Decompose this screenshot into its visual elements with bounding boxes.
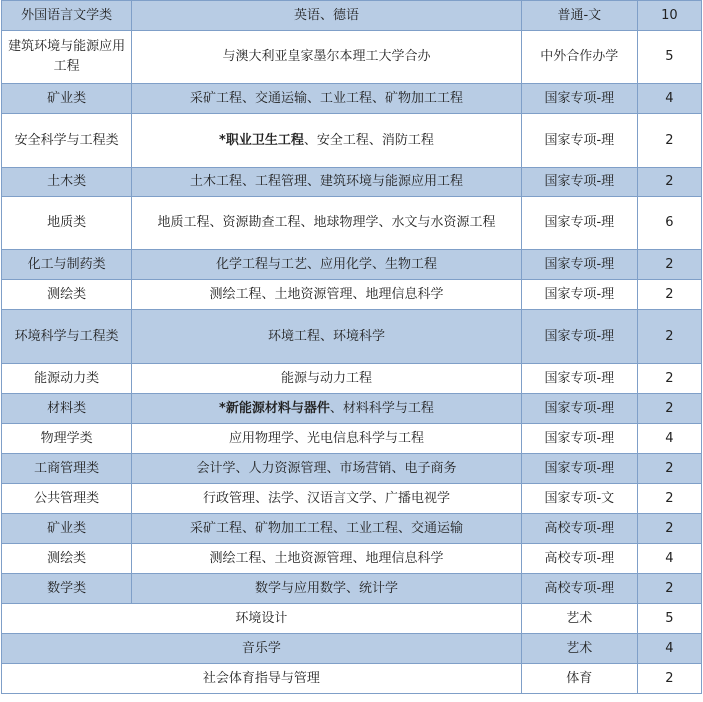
category-cell: 土木类	[2, 168, 132, 197]
majors-cell	[132, 31, 522, 84]
majors-text: 采矿工程、矿物加工工程、工业工程、交通运输	[189, 520, 463, 536]
category-cell: 化工与制药类	[2, 250, 132, 280]
majors-text: 地质工程、资源勘查工程、地球物理学、水文与水资源工程	[157, 215, 496, 230]
admission-type-cell: 国家专项-理	[521, 197, 637, 250]
quota-count-cell: 2	[637, 664, 701, 694]
quota-count-cell: 2	[637, 514, 701, 544]
category-cell: 安全科学与工程类	[2, 114, 132, 168]
table-row	[2, 454, 702, 484]
table-row	[2, 250, 702, 280]
quota-count-cell: 5	[637, 31, 701, 84]
table-row	[2, 197, 702, 250]
table-row	[2, 1, 702, 31]
majors-cell	[132, 168, 522, 197]
table-body	[2, 1, 702, 694]
admission-type-cell: 国家专项-理	[521, 114, 637, 168]
table-row	[2, 574, 702, 604]
quota-count-cell: 2	[637, 310, 701, 364]
table-row	[2, 544, 702, 574]
admissions-table	[1, 0, 702, 694]
highlighted-major: *新能源材料与器件	[219, 400, 330, 416]
category-cell: 矿业类	[2, 514, 132, 544]
majors-cell	[132, 394, 522, 424]
table-row	[2, 394, 702, 424]
majors-cell	[2, 664, 522, 694]
admission-type-cell: 高校专项-理	[521, 544, 637, 574]
majors-text: 化学工程与工艺、应用化学、生物工程	[215, 256, 437, 272]
highlighted-major: *职业卫生工程	[219, 132, 304, 148]
table-row	[2, 168, 702, 197]
table-row	[2, 31, 702, 84]
category-cell: 物理学类	[2, 424, 132, 454]
majors-cell	[132, 484, 522, 514]
majors-text: 音乐学	[241, 640, 281, 656]
quota-count-cell: 4	[637, 634, 701, 664]
quota-count-cell: 2	[637, 280, 701, 310]
majors-text: 能源与动力工程	[280, 370, 372, 386]
majors-text: 测绘工程、土地资源管理、地理信息科学	[209, 286, 444, 302]
majors-cell	[2, 634, 522, 664]
admission-type-cell: 国家专项-文	[521, 484, 637, 514]
quota-count-cell: 10	[637, 1, 701, 31]
admission-type-cell: 国家专项-理	[521, 250, 637, 280]
table-row	[2, 604, 702, 634]
majors-text: 、材料科学与工程	[329, 400, 434, 416]
majors-cell	[132, 574, 522, 604]
majors-text: 会计学、人力资源管理、市场营销、电子商务	[196, 460, 457, 476]
majors-text: 测绘工程、土地资源管理、地理信息科学	[209, 550, 444, 566]
majors-cell	[132, 514, 522, 544]
category-cell: 地质类	[2, 197, 132, 250]
majors-text: 土木工程、工程管理、建筑环境与能源应用工程	[189, 174, 463, 189]
majors-cell	[132, 454, 522, 484]
quota-count-cell: 2	[637, 454, 701, 484]
category-cell: 建筑环境与能源应用工程	[2, 31, 132, 84]
majors-text: 数学与应用数学、统计学	[254, 580, 398, 596]
admission-type-cell: 国家专项-理	[521, 394, 637, 424]
quota-count-cell: 2	[637, 364, 701, 394]
table-row	[2, 114, 702, 168]
table-row	[2, 310, 702, 364]
quota-count-cell: 2	[637, 168, 701, 197]
majors-cell	[132, 197, 522, 250]
table-row	[2, 634, 702, 664]
quota-count-cell: 2	[637, 114, 701, 168]
majors-cell	[132, 250, 522, 280]
majors-cell	[132, 280, 522, 310]
admission-type-cell: 体育	[521, 664, 637, 694]
majors-cell	[2, 604, 522, 634]
admission-type-cell: 普通-文	[521, 1, 637, 31]
quota-count-cell: 5	[637, 604, 701, 634]
majors-text: 社会体育指导与管理	[202, 670, 320, 686]
table-row	[2, 664, 702, 694]
table-row	[2, 424, 702, 454]
category-cell: 测绘类	[2, 280, 132, 310]
quota-count-cell: 2	[637, 574, 701, 604]
quota-count-cell: 2	[637, 484, 701, 514]
admission-type-cell: 国家专项-理	[521, 364, 637, 394]
table-row	[2, 514, 702, 544]
admission-type-cell: 国家专项-理	[521, 168, 637, 197]
majors-cell	[132, 424, 522, 454]
majors-text: 采矿工程、交通运输、工业工程、矿物加工工程	[189, 90, 463, 106]
admission-type-cell: 国家专项-理	[521, 424, 637, 454]
majors-text: 环境工程、环境科学	[267, 328, 385, 344]
majors-cell	[132, 1, 522, 31]
admission-type-cell: 国家专项-理	[521, 310, 637, 364]
majors-text: 与澳大利亚皇家墨尔本理工大学合办	[222, 49, 431, 64]
table-row	[2, 84, 702, 114]
quota-count-cell: 6	[637, 197, 701, 250]
admission-type-cell: 艺术	[521, 634, 637, 664]
majors-cell	[132, 114, 522, 168]
quota-count-cell: 4	[637, 544, 701, 574]
admission-type-cell: 中外合作办学	[521, 31, 637, 84]
category-cell: 材料类	[2, 394, 132, 424]
majors-cell	[132, 364, 522, 394]
admission-type-cell: 国家专项-理	[521, 454, 637, 484]
admission-type-cell: 高校专项-理	[521, 514, 637, 544]
admission-type-cell: 高校专项-理	[521, 574, 637, 604]
category-cell: 矿业类	[2, 84, 132, 114]
quota-count-cell: 4	[637, 424, 701, 454]
majors-cell	[132, 84, 522, 114]
majors-text: 行政管理、法学、汉语言文学、广播电视学	[202, 490, 450, 506]
table-row	[2, 484, 702, 514]
quota-count-cell: 2	[637, 394, 701, 424]
admission-type-cell: 国家专项-理	[521, 84, 637, 114]
admission-type-cell: 艺术	[521, 604, 637, 634]
category-cell: 能源动力类	[2, 364, 132, 394]
quota-count-cell: 4	[637, 84, 701, 114]
category-cell: 环境科学与工程类	[2, 310, 132, 364]
majors-text: 应用物理学、光电信息科学与工程	[228, 430, 424, 446]
quota-count-cell: 2	[637, 250, 701, 280]
admission-type-cell: 国家专项-理	[521, 280, 637, 310]
category-cell: 外国语言文学类	[2, 1, 132, 31]
table-row	[2, 364, 702, 394]
category-cell: 工商管理类	[2, 454, 132, 484]
category-cell: 公共管理类	[2, 484, 132, 514]
category-cell: 数学类	[2, 574, 132, 604]
majors-text: 环境设计	[235, 610, 288, 626]
majors-cell	[132, 544, 522, 574]
category-cell: 测绘类	[2, 544, 132, 574]
majors-text: 、安全工程、消防工程	[303, 132, 434, 148]
table-row	[2, 280, 702, 310]
majors-cell	[132, 310, 522, 364]
majors-text: 英语、德语	[293, 7, 359, 23]
